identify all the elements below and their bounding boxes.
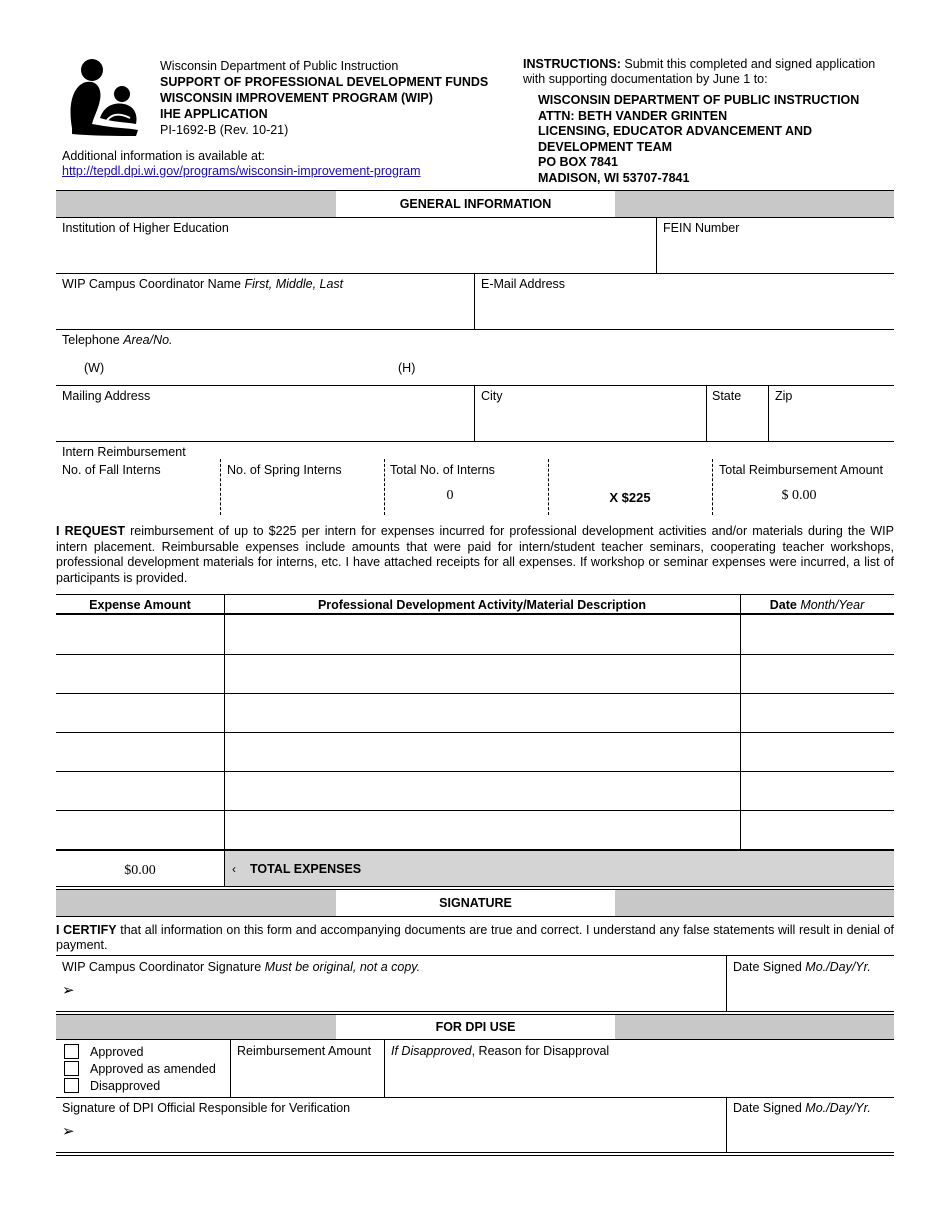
table-row[interactable] [56, 771, 894, 811]
fein-label: FEIN Number [663, 221, 740, 235]
work-phone-field[interactable] [110, 356, 380, 382]
agency-name: Wisconsin Department of Public Instruction [160, 59, 399, 73]
state-label: State [712, 389, 742, 403]
home-phone-field[interactable] [424, 356, 694, 382]
fall-interns-label: No. of Fall Interns [62, 463, 161, 477]
coordinator-label: WIP Campus Coordinator Name First, Middle, Last [62, 277, 344, 291]
date-signed-label: Date Signed Mo./Day/Yr. [733, 960, 871, 974]
dpi-use-heading: FOR DPI USE [336, 1015, 615, 1039]
city-label: City [481, 389, 503, 403]
coordinator-name-field[interactable] [62, 293, 470, 325]
additional-info-text: Additional information is available at: [62, 149, 265, 163]
work-phone-label: (W) [84, 361, 105, 375]
institution-field[interactable] [62, 232, 652, 270]
instructions-text: INSTRUCTIONS: Submit this completed and signed application [523, 57, 876, 71]
mailing-destination: WISCONSIN DEPARTMENT OF PUBLIC INSTRUCTION ATTN: BETH VANDER GRINTEN LICENSING, EDUCATOR ADVANCEMENT AND DEVELOPMENT TEAM PO BOX 7841 MADISON, WI 53707-7841 [538, 93, 860, 185]
col-date: Date Month/Year [769, 598, 865, 612]
disapproval-reason-label: If Disapproved, Reason for Disapproval [391, 1044, 610, 1058]
institution-label: Institution of Higher Education [62, 221, 229, 235]
dpi-official-signature-label: Signature of DPI Official Responsible for Verification [62, 1101, 351, 1115]
zip-field[interactable] [775, 405, 891, 437]
request-statement: I REQUEST reimbursement of up to $225 per intern for expenses incurred for professional development activities and/or materials during the WIP intern placement. Reimbursable expenses include amounts that were paid for intern/student teacher seminars, cooperating teacher workshops, professional development materials for interns, etc. I have attached receipts for all expenses. If workshop or seminar expenses were incurred, a list of participants is provided. [56, 524, 894, 585]
spring-interns-field[interactable] [227, 480, 377, 510]
approved-amended-label: Approved as amended [90, 1062, 216, 1076]
general-info-heading: GENERAL INFORMATION [336, 191, 615, 217]
approved-amended-checkbox[interactable] [64, 1061, 79, 1076]
zip-label: Zip [775, 389, 793, 403]
fall-interns-field[interactable] [62, 480, 212, 510]
table-row[interactable] [56, 810, 894, 849]
arrow-left-icon: ‹ [232, 862, 236, 876]
total-reimbursement-label: Total Reimbursement Amount [719, 463, 883, 477]
date-signed-field[interactable] [733, 978, 891, 1006]
disapproved-label: Disapproved [90, 1079, 161, 1093]
form-title-2: WISCONSIN IMPROVEMENT PROGRAM (WIP) [160, 91, 433, 105]
approved-checkbox[interactable] [64, 1044, 79, 1059]
email-field[interactable] [481, 293, 891, 325]
spring-interns-label: No. of Spring Interns [227, 463, 342, 477]
table-row[interactable] [56, 693, 894, 733]
signature-heading: SIGNATURE [336, 890, 615, 916]
dpi-logo [64, 56, 144, 138]
disapproved-checkbox[interactable] [64, 1078, 79, 1093]
form-title-1: SUPPORT OF PROFESSIONAL DEVELOPMENT FUNDS [160, 75, 489, 89]
telephone-label: Telephone Area/No. [62, 333, 173, 347]
instructions-text-2: with supporting documentation by June 1 to: [523, 72, 768, 86]
dpi-date-signed-field[interactable] [733, 1119, 891, 1147]
email-label: E-Mail Address [481, 277, 566, 291]
form-title-3: IHE APPLICATION [160, 107, 268, 121]
state-field[interactable] [712, 405, 764, 437]
total-interns-value: 0 [446, 488, 454, 503]
form-number: PI-1692-B (Rev. 10-21) [160, 123, 289, 137]
intern-reimbursement-heading: Intern Reimbursement [62, 445, 186, 459]
mailing-address-field[interactable] [62, 405, 470, 437]
reimbursement-amount-label: Reimbursement Amount [237, 1044, 372, 1058]
total-expenses-value: $0.00 [124, 863, 156, 878]
arrow-right-icon: ➢ [62, 1123, 75, 1140]
rate-per-intern: X $225 [609, 490, 651, 505]
total-reimbursement-value: $ 0.00 [781, 488, 817, 503]
col-expense-amount: Expense Amount [89, 598, 191, 612]
city-field[interactable] [481, 405, 701, 437]
table-row[interactable] [56, 615, 894, 655]
dpi-date-signed-label: Date Signed Mo./Day/Yr. [733, 1101, 871, 1115]
disapproval-reason-field[interactable] [391, 1062, 891, 1092]
dpi-official-signature-field[interactable] [84, 1119, 720, 1147]
total-expenses-label: TOTAL EXPENSES [250, 862, 362, 876]
table-row[interactable] [56, 732, 894, 772]
table-row[interactable] [56, 654, 894, 694]
expense-rows [56, 615, 894, 849]
reimbursement-amount-field[interactable] [237, 1062, 379, 1092]
coordinator-signature-field[interactable] [84, 978, 720, 1006]
program-link[interactable]: http://tepdl.dpi.wi.gov/programs/wisconsin-improvement-program [62, 164, 421, 178]
coordinator-signature-label: WIP Campus Coordinator Signature Must be original, not a copy. [62, 960, 421, 974]
home-phone-label: (H) [398, 361, 416, 375]
total-interns-label: Total No. of Interns [390, 463, 495, 477]
mailing-address-label: Mailing Address [62, 389, 151, 403]
arrow-right-icon: ➢ [62, 982, 75, 999]
col-description: Professional Development Activity/Material Description [317, 598, 647, 612]
fein-field[interactable] [663, 236, 891, 270]
certify-statement: I CERTIFY that all information on this form and accompanying documents are true and correct. I understand any false statements will result in denial of payment. [56, 923, 895, 952]
approved-label: Approved [90, 1045, 144, 1059]
